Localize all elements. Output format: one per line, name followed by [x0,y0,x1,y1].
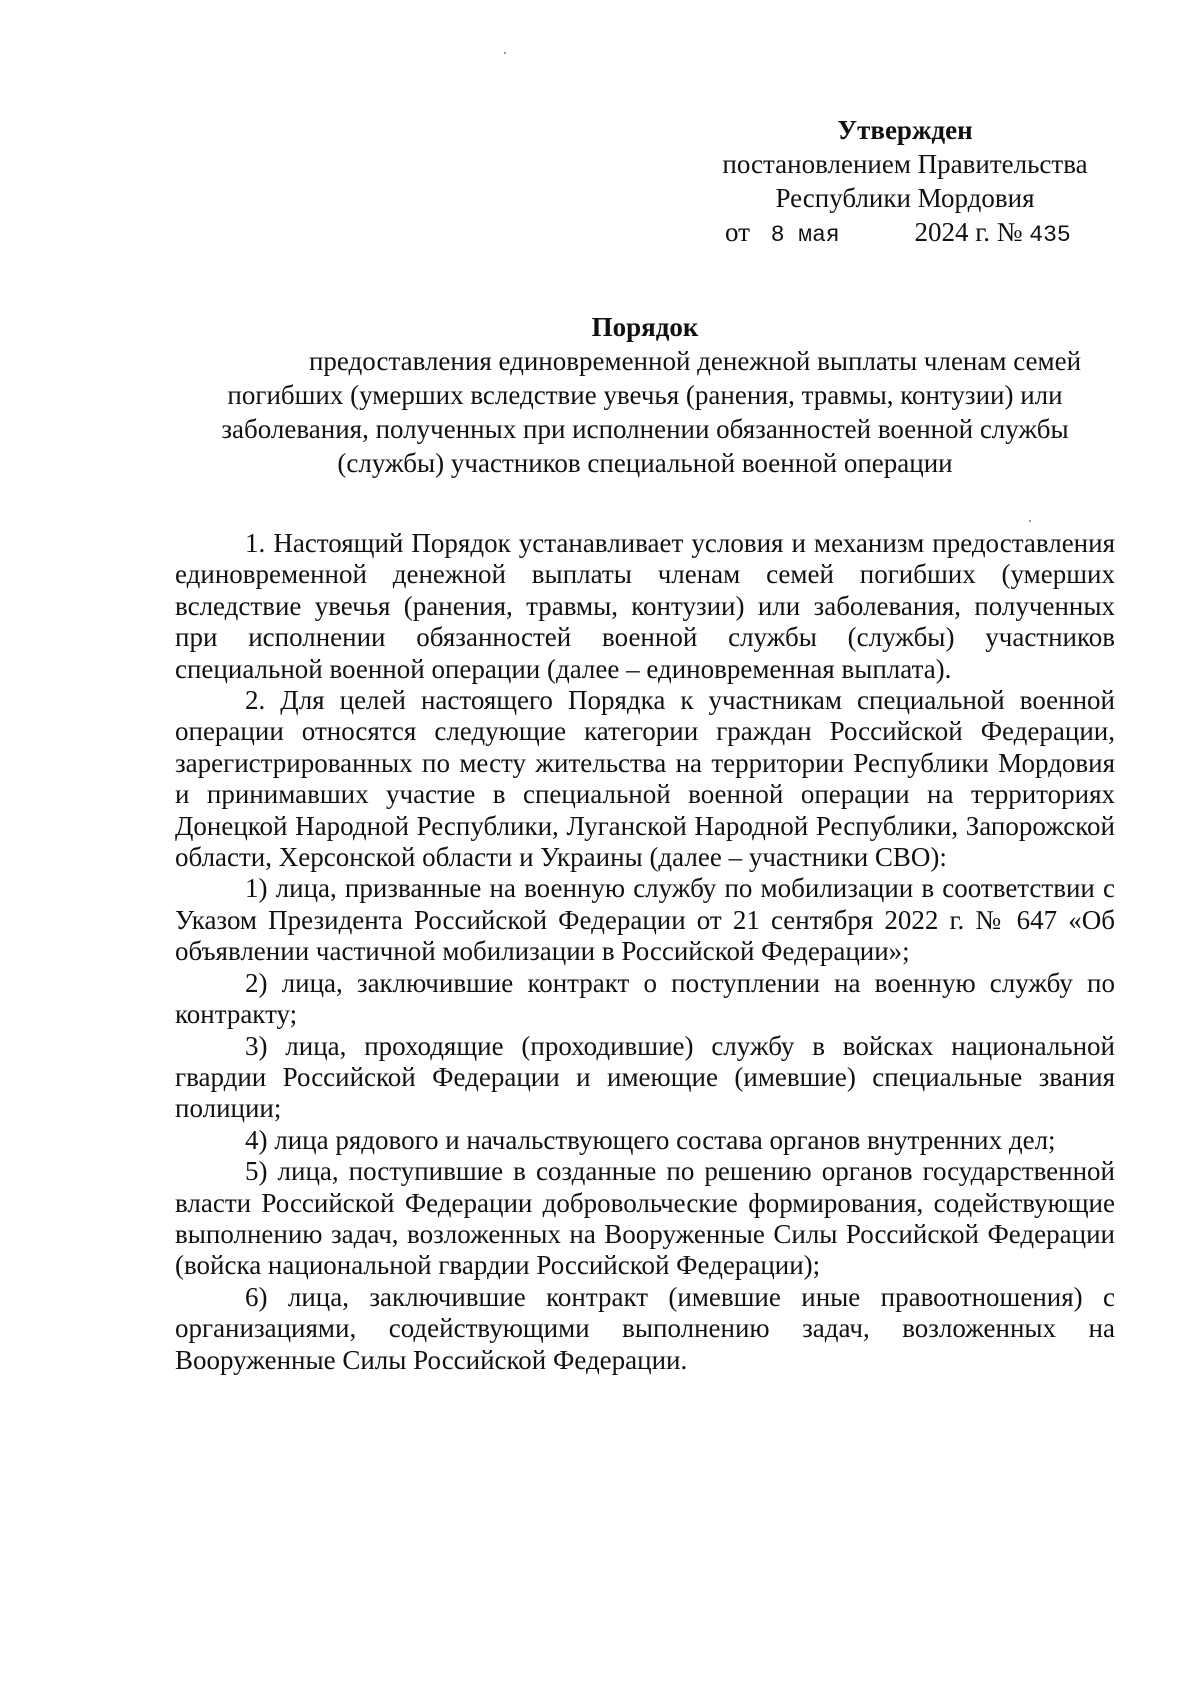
list-item-6: 6) лица, заключившие контракт (имевшие иные правоотношения) с организациями, содействующими выполнению задач, возложенных на Вооруженные Силы Российской Федерации. [175,1281,1115,1375]
list-item-2: 2) лица, заключившие контракт о поступлении на военную службу по контракту; [175,967,1115,1030]
approval-stamp-block [690,113,1120,252]
title-line-3: заболевания, полученных при исполнении обязанностей военной службы [221,414,1069,444]
paragraph-2: 2. Для целей настоящего Порядка к участникам специальной военной операции относятся следующие категории граждан Российской Федерации, зарегистрированных по месту жительства на территории Республики Мордовия и принимавших участие в специальной военной операции на территориях Донецкой Народной Республики, Луганской Народной Республики, Запорожской области, Херсонской области и Украины (далее – участники СВО): [175,685,1115,873]
list-item-5: 5) лица, поступившие в созданные по решению органов государственной власти Российской Федерации добровольческие формирования, содействующие выполнению задач, возложенных на Вооруженные Силы Российской Федерации (войска национальной гвардии Российской Федерации); [175,1156,1115,1281]
approval-line-2: Республики Мордовия [775,183,1035,213]
list-item-1: 1) лица, призванные на военную службу по мобилизации в соответствии с Указом Президента Российской Федерации от 21 сентября 2022 г. № 647 «Об объявлении частичной мобилизации в Российской Федерации»; [175,873,1115,967]
approval-date-line [690,215,1120,252]
approval-line-1: постановлением Правительства [722,149,1088,179]
scan-speck [1029,520,1031,522]
date-prefix: от [725,217,750,247]
paragraph-1: 1. Настоящий Порядок устанавливает условия и механизм предоставления единовременной денежной выплаты членам семей погибших (умерших вследствие увечья (ранения, травмы, контузии) или заболевания, полученных при исполнении обязанностей военной службы (службы) участников специальной военной операции (далее – единовременная выплата). [175,528,1115,684]
title-line-4: (службы) участников специальной военной операции [337,448,953,478]
approved-label: Утвержден [837,115,973,145]
document-title [175,310,1115,480]
date-handwritten: 8 мая [770,222,840,248]
title-line-1: предоставления единовременной денежной выплаты членам семей [308,346,1082,376]
year-number-label: 2024 г. № [914,217,1023,247]
title-line-2: погибших (умерших вследствие увечья (ранения, травмы, контузии) или [227,380,1063,410]
scan-speck [504,52,506,54]
document-body [175,528,1115,1376]
list-item-4: 4) лица рядового и начальствующего состава органов внутренних дел; [245,1124,1056,1155]
title-heading: Порядок [591,312,699,342]
document-number: 435 [1029,222,1071,248]
list-item-3: 3) лица, проходящие (проходившие) службу в войсках национальной гвардии Российской Федерации и имеющие (имевшие) специальные звания полиции; [175,1030,1115,1124]
